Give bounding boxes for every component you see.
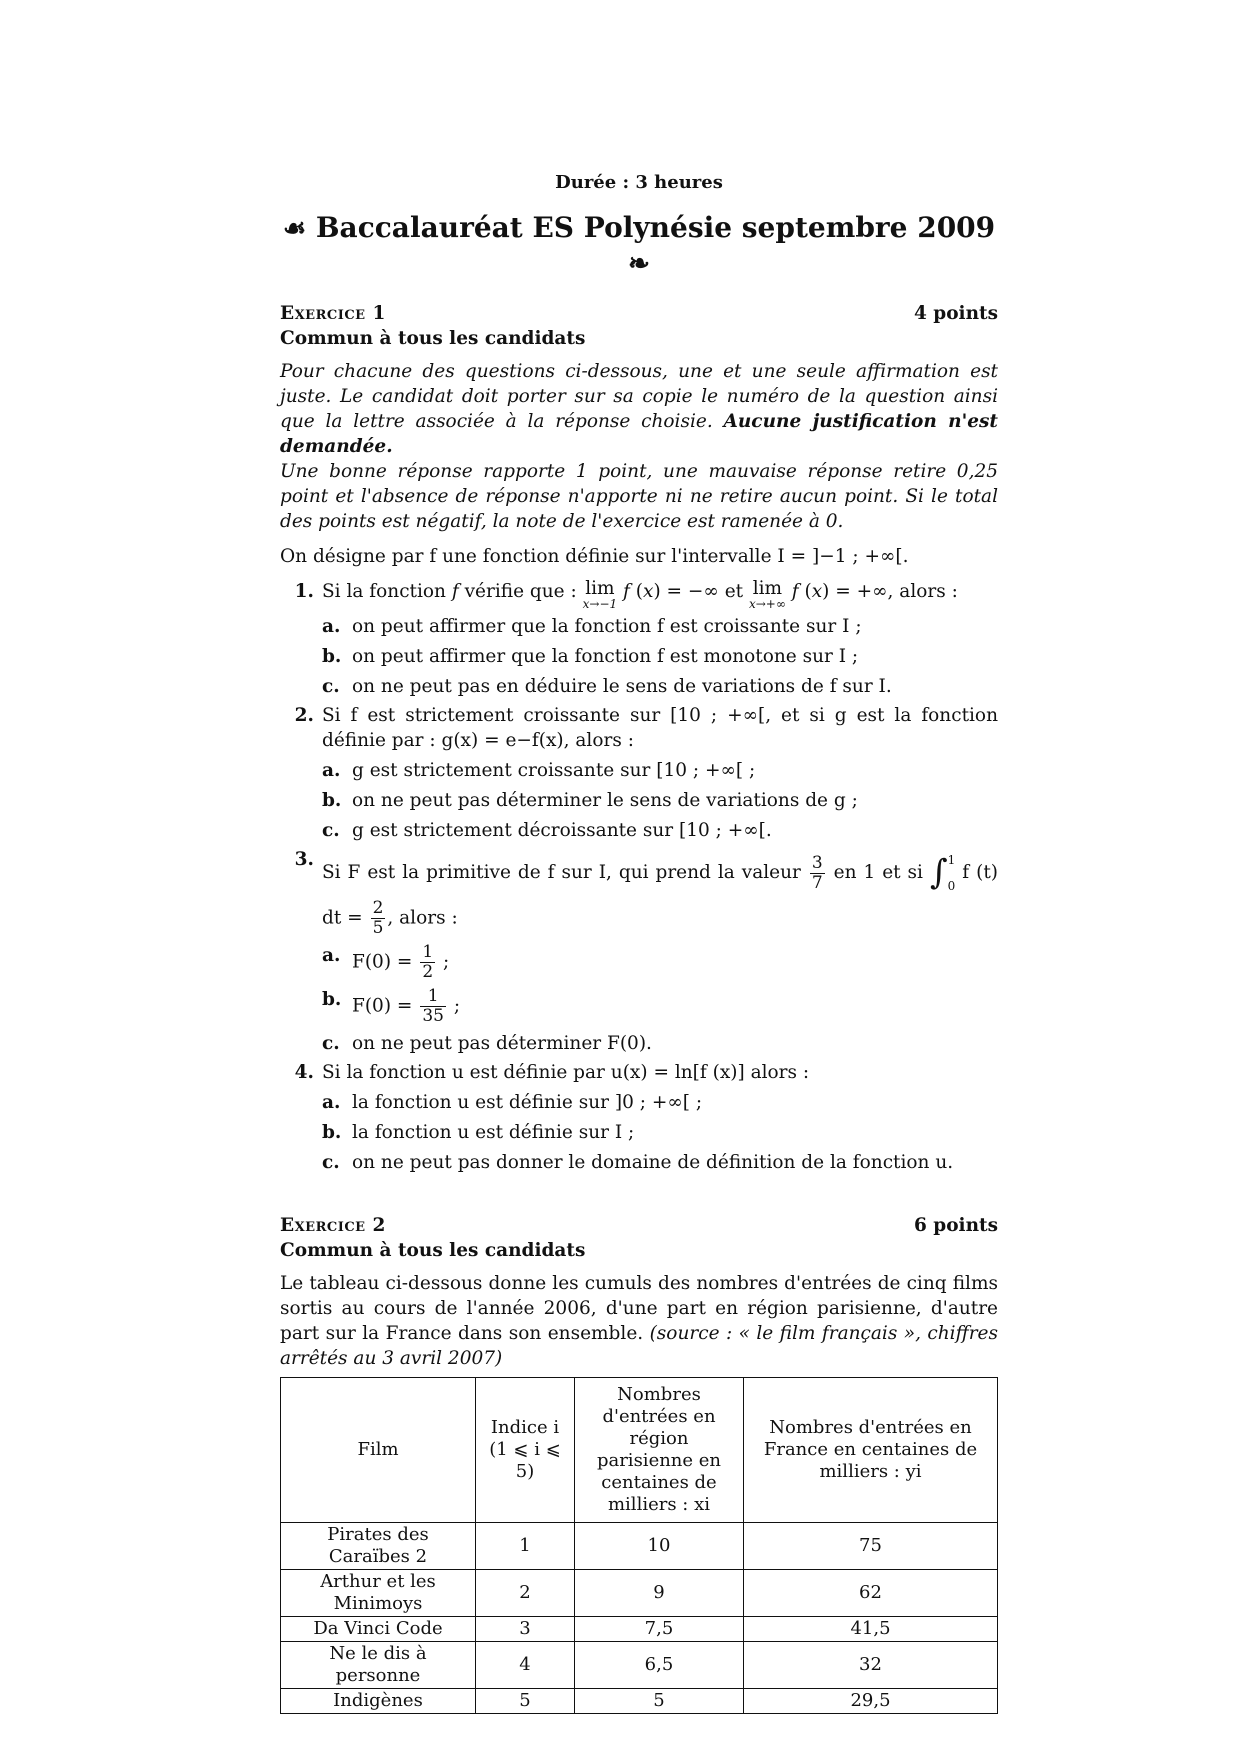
question-list xyxy=(280,579,998,1175)
table-cell: 75 xyxy=(744,1523,998,1570)
instruction-part-1: Pour chacune des questions ci-dessous, une et une seule affirmation est juste. Le candidat doit porter sur sa copie le numéro de la question ainsi que la lettre associée à la réponse choisie. xyxy=(280,361,998,432)
source-note: (source : « le film français », chiffres arrêtés au 3 avril 2007) xyxy=(280,1323,998,1369)
duration: Durée : 3 heures xyxy=(555,172,723,193)
instruction-part-2: Une bonne réponse rapporte 1 point, une mauvaise réponse retire 0,25 point et l'absence de réponse n'apporte ni ne retire aucun point. Si le total des points est négatif, la note de l'exercice est ramenée à 0. xyxy=(280,461,998,532)
integral-sign-icon: ∫ xyxy=(929,852,948,893)
col-france: Nombres d'entrées en France en centaines de milliers : yi xyxy=(744,1378,998,1523)
answer-a: a. la fonction u est définie sur ]0 ; +∞[ ; xyxy=(322,1092,703,1113)
table-cell: Da Vinci Code xyxy=(281,1617,476,1642)
films-table xyxy=(280,1377,998,1714)
answer-a: a. F(0) = $\frac{1}{2}$ ; xyxy=(322,942,450,982)
table-cell: Ne le dis à personne xyxy=(281,1642,476,1689)
exercise-1-points: 4 points xyxy=(913,303,998,324)
answer-c: c. on ne peut pas en déduire le sens de variations de f sur I. xyxy=(322,676,892,697)
col-film: Film xyxy=(281,1378,476,1523)
question-number: 4. xyxy=(294,1062,314,1083)
exercise-2-name: Exercice 2 xyxy=(280,1215,386,1236)
col-paris: Nombres d'entrées en région parisienne en centaines de milliers : xi xyxy=(575,1378,744,1523)
table-cell: 3 xyxy=(476,1617,575,1642)
table-cell: 41,5 xyxy=(744,1617,998,1642)
integral-bounds: 1 0 xyxy=(947,853,956,893)
answer-c: c. on ne peut pas donner le domaine de définition de la fonction u. xyxy=(322,1152,954,1173)
table-cell: 1 xyxy=(476,1523,575,1570)
title-text: Baccalauréat ES Polynésie septembre 2009 xyxy=(315,211,996,244)
table-cell: 29,5 xyxy=(744,1689,998,1714)
exercise-1-header xyxy=(280,301,998,326)
question-4 xyxy=(280,1060,998,1175)
answer-b: b. on peut affirmer que la fonction f est monotone sur I ; xyxy=(322,646,859,667)
limit-2: lim x→+∞ xyxy=(748,578,786,611)
question-4-text: Si la fonction u est définie par u(x) = ln[f (x)] alors : xyxy=(322,1062,810,1083)
question-1 xyxy=(280,579,998,699)
question-number: 2. xyxy=(294,705,314,726)
exercise-2-subtitle: Commun à tous les candidats xyxy=(280,1240,586,1261)
exercise-2-header xyxy=(280,1213,998,1238)
table-cell: 32 xyxy=(744,1642,998,1689)
table-cell: Indigènes xyxy=(281,1689,476,1714)
answer-b: b. la fonction u est définie sur I ; xyxy=(322,1122,635,1143)
table-cell: Pirates des Caraïbes 2 xyxy=(281,1523,476,1570)
exercise-1-name: Exercice 1 xyxy=(280,303,386,324)
exercise-1-subtitle: Commun à tous les candidats xyxy=(280,328,586,349)
col-index: Indice i (1 ⩽ i ⩽ 5) xyxy=(476,1378,575,1523)
table-cell: 9 xyxy=(575,1570,744,1617)
exercise-2 xyxy=(280,1213,998,1714)
exercise-2-intro: Le tableau ci-dessous donne les cumuls des nombres d'entrées de cinq films sortis au cours de l'année 2006, d'une part en région parisienne, d'autre part sur la France dans son ensemble. (source : « le film français », chiffres arrêtés au 3 avril 2007) xyxy=(280,1273,998,1369)
question-number: 3. xyxy=(294,849,314,870)
limit-1: lim x→−1 xyxy=(582,578,618,611)
question-1-stem: Si la fonction f vérifie que : lim x→−1 f (x) = −∞ et lim x→+∞ f (x) = +∞, alors : xyxy=(322,578,958,611)
fraction: $\frac{1}{2}$ xyxy=(422,942,434,982)
fraction: $\frac{1}{35}$ xyxy=(422,986,444,1026)
table-row xyxy=(281,1642,998,1689)
table-row xyxy=(281,1617,998,1642)
ornament-right-icon: ❧ xyxy=(628,249,650,279)
exercise-1 xyxy=(280,301,998,1175)
fraction: $\frac{2}{5}$ xyxy=(372,898,384,938)
exercise-1-intro: On désigne par f une fonction définie sur l'intervalle I = ]−1 ; +∞[. xyxy=(280,546,909,567)
instruction-bold: Aucune justification n'est demandée. xyxy=(280,411,998,457)
answer-a: a. g est strictement croissante sur [10 ; +∞[ ; xyxy=(322,760,756,781)
answer-c: c. on ne peut pas déterminer F(0). xyxy=(322,1033,652,1054)
fraction: $\frac{3}{7}$ xyxy=(811,852,823,893)
table-row xyxy=(281,1570,998,1617)
answer-b: b. F(0) = $\frac{1}{35}$ ; xyxy=(322,986,461,1026)
table-header-row xyxy=(281,1378,998,1523)
page-title xyxy=(280,211,998,281)
table-cell: 62 xyxy=(744,1570,998,1617)
ornament-left-icon: ☙ xyxy=(282,214,307,244)
exercise-2-points: 6 points xyxy=(913,1215,998,1236)
table-cell: 2 xyxy=(476,1570,575,1617)
table-row xyxy=(281,1523,998,1570)
question-2-text: Si f est strictement croissante sur [10 ; +∞[, et si g est la fonction définie par : g(x) = e−f(x), alors : xyxy=(322,705,998,751)
exam-page xyxy=(280,170,998,1714)
table-cell: Arthur et les Minimoys xyxy=(281,1570,476,1617)
answer-b: b. on ne peut pas déterminer le sens de variations de g ; xyxy=(322,790,858,811)
table-cell: 5 xyxy=(575,1689,744,1714)
table-cell: 7,5 xyxy=(575,1617,744,1642)
table-cell: 10 xyxy=(575,1523,744,1570)
answer-c: c. g est strictement décroissante sur [10 ; +∞[. xyxy=(322,820,772,841)
table-cell: 6,5 xyxy=(575,1642,744,1689)
table-cell: 5 xyxy=(476,1689,575,1714)
question-3 xyxy=(280,847,998,1056)
table-cell: 4 xyxy=(476,1642,575,1689)
question-number: 1. xyxy=(294,581,314,602)
question-2 xyxy=(280,703,998,843)
answer-a: a. on peut affirmer que la fonction f est croissante sur I ; xyxy=(322,616,862,637)
exercise-1-instructions xyxy=(280,359,998,534)
table-row xyxy=(281,1689,998,1714)
question-3-stem: Si F est la primitive de f sur I, qui prend la valeur $\frac{3}{7}$ en 1 et si ∫ 1 0 f (t) dt = $\frac{2}{5}$ , alors : xyxy=(322,847,998,938)
